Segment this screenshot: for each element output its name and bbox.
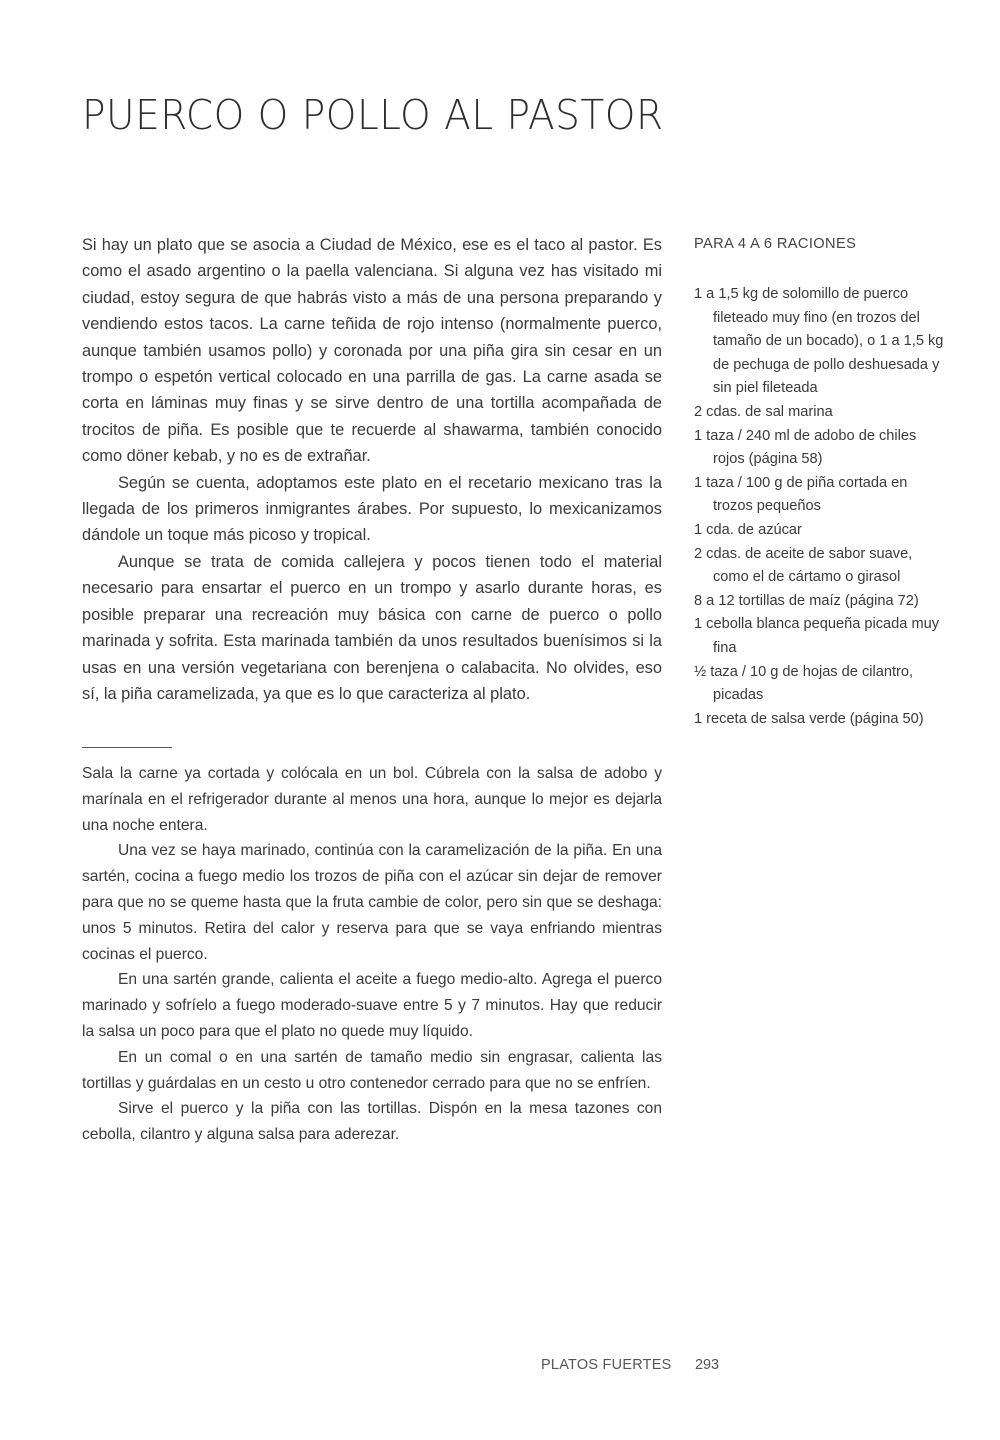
intro-paragraph: Según se cuenta, adoptamos este plato en el recetario mexicano tras la llegada de los primeros inmigrantes árabes. Por supuesto, lo mexicanizamos dándole un toque más picoso y tropical. [82, 473, 662, 545]
ingredient-item: ½ taza / 10 g de hojas de cilantro, picadas [694, 663, 914, 704]
recipe-method [82, 761, 662, 1148]
ingredient-item: 2 cdas. de sal marina [694, 403, 833, 420]
ingredient-item: 1 a 1,5 kg de solomillo de puerco fileteado muy fino (en trozos del tamaño de un bocado), o 1 a 1,5 kg de pechuga de pollo deshuesada y sin piel fileteada [694, 286, 944, 397]
method-step: Una vez se haya marinado, continúa con la caramelización de la piña. En una sartén, cocina a fuego medio los trozos de piña con el azúcar sin dejar de remover para que no se queme hasta que la fruta cambie de color, pero sin que se deshaga: unos 5 minutos. Retira del calor y reserva para que se vaya enfriando mientras cocinas el puerco. [82, 842, 662, 963]
ingredient-item: 1 cebolla blanca pequeña picada muy fina [694, 616, 940, 656]
method-step: En una sartén grande, calienta el aceite a fuego medio-alto. Agrega el puerco marinado y sofríelo a fuego moderado-suave entre 5 y 7 minutos. Hay que reducir la salsa un poco para que el plato no quede muy líquido. [82, 971, 662, 1040]
footer-section-label: PLATOS FUERTES [541, 1357, 672, 1373]
method-step: Sirve el puerco y la piña con las tortillas. Dispón en la mesa tazones con cebolla, cilantro y alguna salsa para aderezar. [82, 1100, 662, 1144]
page-number: 293 [695, 1357, 720, 1373]
recipe-title: PUERCO O POLLO AL PASTOR [82, 92, 664, 140]
method-step: Sala la carne ya cortada y colócala en un bol. Cúbrela con la salsa de adobo y marínala en el refrigerador durante al menos una hora, aunque lo mejor es dejarla una noche entera. [82, 765, 662, 834]
ingredient-item: 1 receta de salsa verde (página 50) [694, 710, 924, 727]
ingredient-item: 1 taza / 100 g de piña cortada en trozos pequeños [694, 474, 908, 515]
recipe-introduction [82, 232, 662, 707]
intro-paragraph: Aunque se trata de comida callejera y pocos tienen todo el material necesario para ensartar el puerco en un trompo y asarlo durante horas, es posible preparar una recreación muy básica con carne de puerco o pollo marinada y sofrita. Esta marinada también da unos resultados buenísimos si la usas en una versión vegetariana con berenjena o calabacita. No olvides, eso sí, la piña caramelizada, ya que es lo que caracteriza al plato. [82, 552, 662, 703]
ingredient-item: 1 taza / 240 ml de adobo de chiles rojos (página 58) [694, 427, 917, 468]
method-step: En un comal o en una sartén de tamaño medio sin engrasar, calienta las tortillas y guárdalas en un cesto u otro contenedor cerrado para que no se enfríen. [82, 1048, 662, 1092]
ingredient-item: 2 cdas. de aceite de sabor suave, como el de cártamo o girasol [694, 545, 913, 586]
ingredient-item: 1 cda. de azúcar [694, 521, 802, 538]
ingredient-item: 8 a 12 tortillas de maíz (página 72) [694, 592, 919, 609]
section-divider [82, 747, 172, 748]
intro-paragraph: Si hay un plato que se asocia a Ciudad de México, ese es el taco al pastor. Es como el asado argentino o la paella valenciana. Si alguna vez has visitado mi ciudad, estoy segura de que habrás visto a más de una persona preparando y vendiendo estos tacos. La carne teñida de rojo intenso (normalmente puerco, aunque también usamos pollo) y coronada por una piña gira sin cesar en un trompo o espetón vertical colocado en una parrilla de gas. La carne asada se corta en láminas muy finas y se sirve dentro de una tortilla acompañada de trocitos de piña. Es posible que te recuerde al shawarma, también conocido como döner kebab, y no es de extrañar. [82, 236, 662, 466]
ingredient-list [694, 283, 944, 731]
servings-heading: PARA 4 A 6 RACIONES [694, 236, 857, 252]
